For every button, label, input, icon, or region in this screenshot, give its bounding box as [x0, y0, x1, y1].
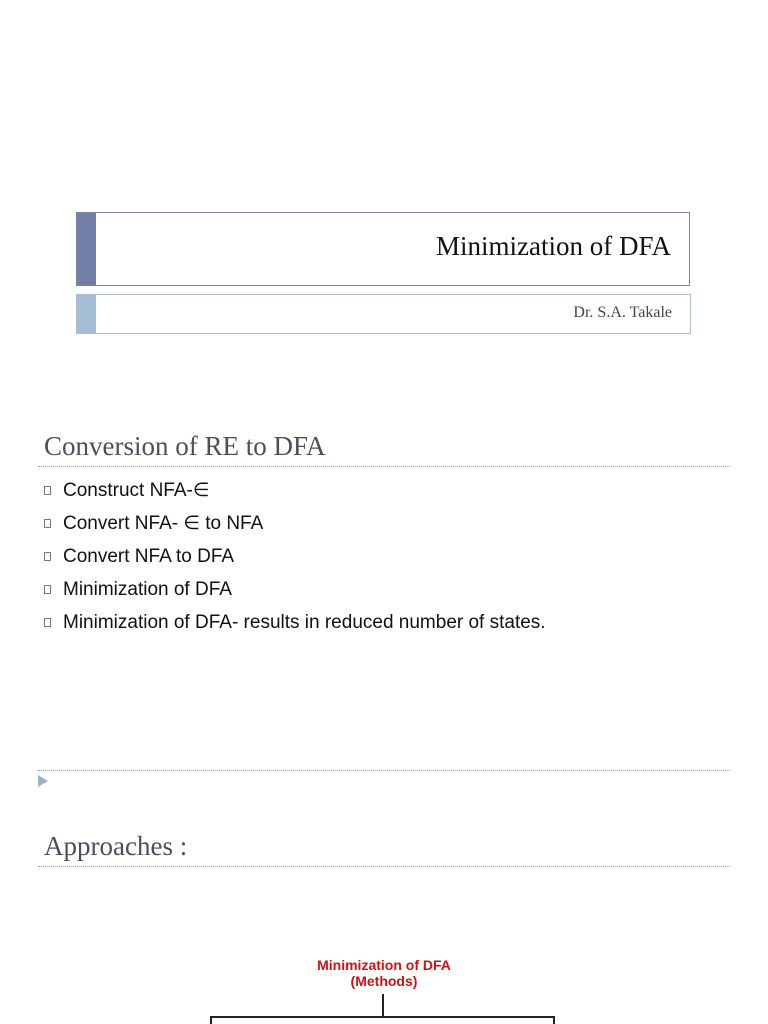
- slide-marker-icon: [38, 775, 48, 787]
- footer-divider: [38, 770, 730, 771]
- title-accent-bar: [77, 213, 96, 285]
- heading-divider: [38, 866, 730, 867]
- diagram-connector-right: [553, 1016, 555, 1024]
- list-item: [44, 474, 546, 507]
- list-item: [44, 573, 546, 606]
- diagram-root-subtitle: (Methods): [350, 973, 418, 989]
- diagram-connector-stem: [382, 994, 384, 1017]
- bullet-list: [44, 474, 546, 639]
- diagram-connector-bar: [210, 1016, 555, 1018]
- bullet-icon: [44, 519, 51, 528]
- bullet-text: Minimization of DFA- results in reduced number of states.: [63, 611, 546, 633]
- subtitle-accent-bar: [77, 295, 96, 333]
- bullet-icon: [44, 585, 51, 594]
- list-item: [44, 507, 546, 540]
- bullet-text: Convert NFA- ∈ to NFA: [63, 513, 264, 534]
- bullet-text: Minimization of DFA: [63, 578, 232, 600]
- bullet-icon: [44, 486, 51, 495]
- diagram-root-title: Minimization of DFA: [317, 957, 451, 973]
- bullet-icon: [44, 618, 51, 627]
- diagram-connector-left: [210, 1016, 212, 1024]
- approaches-heading: Approaches :: [44, 831, 188, 861]
- title-box: [76, 212, 690, 286]
- bullet-text: Convert NFA to DFA: [63, 545, 235, 567]
- slide-title: Minimization of DFA: [436, 231, 671, 261]
- slide-author: Dr. S.A. Takale: [573, 304, 672, 321]
- list-item: [44, 606, 546, 639]
- heading-divider: [38, 466, 730, 467]
- bullet-text: Construct NFA-∈: [63, 480, 210, 501]
- bullet-icon: [44, 552, 51, 561]
- list-item: [44, 540, 546, 573]
- subtitle-box: [76, 294, 691, 334]
- conversion-heading: Conversion of RE to DFA: [44, 431, 326, 461]
- diagram-root-node: [284, 957, 484, 989]
